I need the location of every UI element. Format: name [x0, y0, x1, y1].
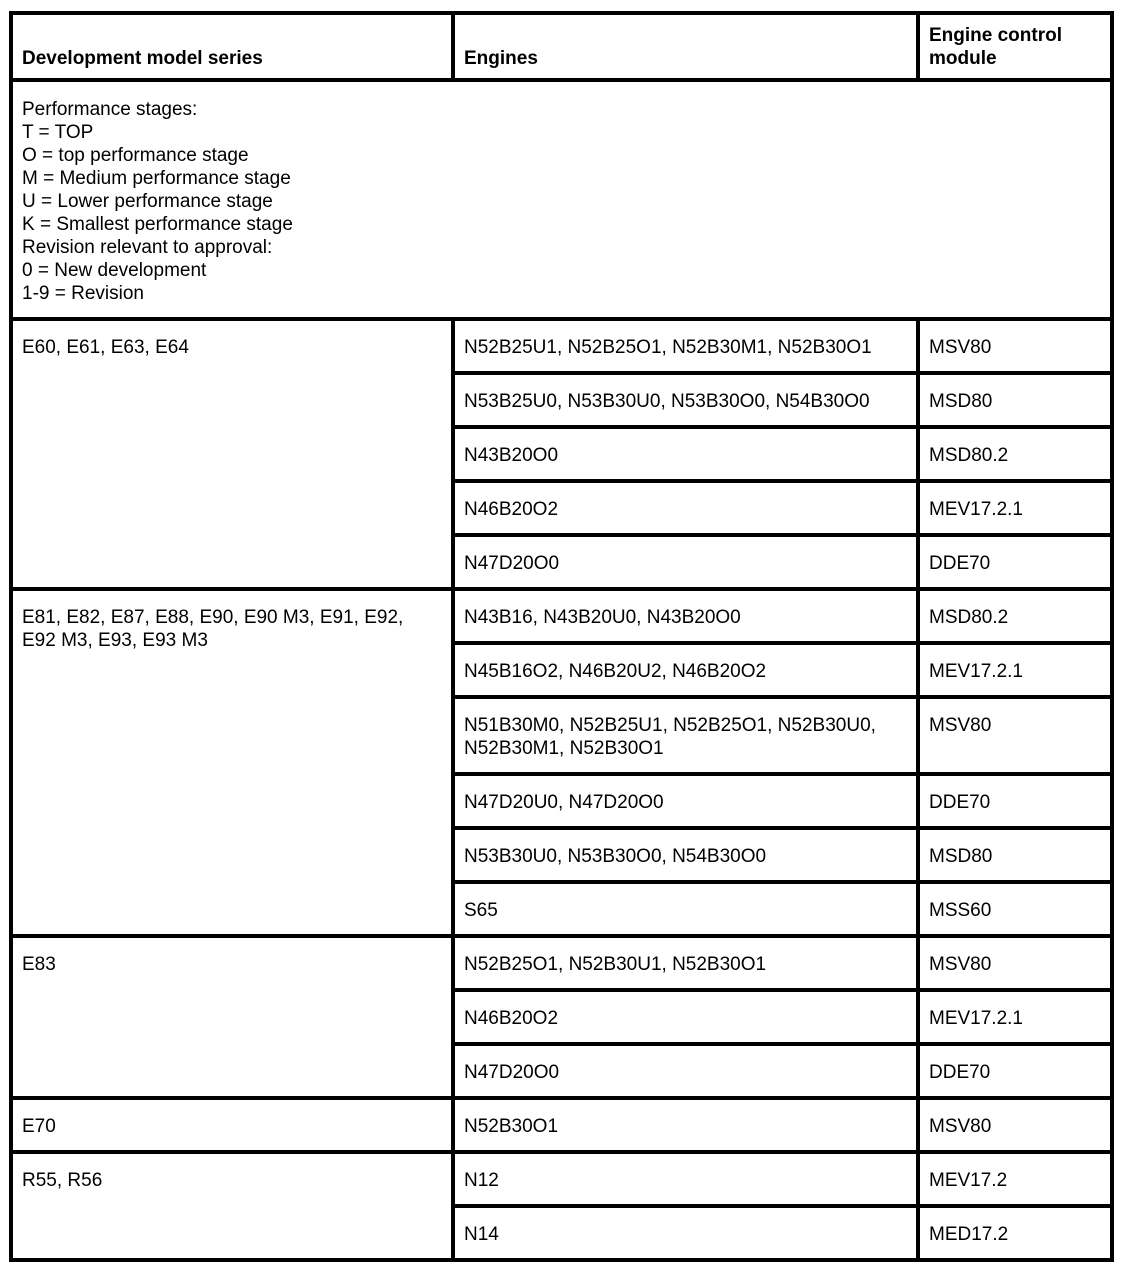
engines-cell: N47D20O0 [453, 535, 918, 589]
header-model-series: Development model series [11, 13, 453, 80]
engines-cell: N46B20O2 [453, 990, 918, 1044]
header-engines: Engines [453, 13, 918, 80]
ecm-cell: DDE70 [918, 774, 1112, 828]
engines-cell: S65 [453, 882, 918, 936]
model-series-cell: E70 [11, 1098, 453, 1152]
ecm-cell: MSV80 [918, 697, 1112, 774]
model-series-cell: E83 [11, 936, 453, 1098]
table-body [11, 13, 1112, 1260]
engines-cell: N47D20O0 [453, 1044, 918, 1098]
ecm-cell: DDE70 [918, 535, 1112, 589]
ecm-cell: MEV17.2 [918, 1152, 1112, 1206]
ecm-cell: MEV17.2.1 [918, 481, 1112, 535]
legend-line: M = Medium performance stage [22, 168, 291, 189]
engines-cell: N53B30U0, N53B30O0, N54B30O0 [453, 828, 918, 882]
legend-line: Revision relevant to approval: [22, 237, 273, 258]
legend-line: 0 = New development [22, 260, 207, 281]
header-row [11, 13, 1112, 80]
ecm-cell: MSD80 [918, 373, 1112, 427]
engines-cell: N52B30O1 [453, 1098, 918, 1152]
legend-row [11, 80, 1112, 319]
header-ecm: Engine control module [918, 13, 1112, 80]
engines-cell: N46B20O2 [453, 481, 918, 535]
table-row [11, 1152, 1112, 1206]
engines-cell: N51B30M0, N52B25U1, N52B25O1, N52B30U0, N52B30M1, N52B30O1 [453, 697, 918, 774]
table-row [11, 936, 1112, 990]
legend-line: U = Lower performance stage [22, 191, 273, 212]
ecm-cell: DDE70 [918, 1044, 1112, 1098]
ecm-cell: MSV80 [918, 936, 1112, 990]
engine-control-module-table [9, 11, 1114, 1262]
legend-line: 1-9 = Revision [22, 283, 144, 304]
table-row [11, 1098, 1112, 1152]
ecm-cell: MSD80 [918, 828, 1112, 882]
legend-line: T = TOP [22, 122, 94, 143]
engines-cell: N14 [453, 1206, 918, 1260]
ecm-cell: MEV17.2.1 [918, 990, 1112, 1044]
engines-cell: N52B25U1, N52B25O1, N52B30M1, N52B30O1 [453, 319, 918, 373]
legend-line: K = Smallest performance stage [22, 214, 293, 235]
model-series-cell: R55, R56 [11, 1152, 453, 1260]
engines-cell: N53B25U0, N53B30U0, N53B30O0, N54B30O0 [453, 373, 918, 427]
legend-line: Performance stages: [22, 99, 198, 120]
engines-cell: N47D20U0, N47D20O0 [453, 774, 918, 828]
table-row [11, 589, 1112, 643]
model-series-cell: E81, E82, E87, E88, E90, E90 M3, E91, E92, E92 M3, E93, E93 M3 [11, 589, 453, 936]
ecm-cell: MED17.2 [918, 1206, 1112, 1260]
ecm-cell: MSV80 [918, 1098, 1112, 1152]
ecm-cell: MEV17.2.1 [918, 643, 1112, 697]
table-row [11, 319, 1112, 373]
engines-cell: N43B20O0 [453, 427, 918, 481]
legend-line: O = top performance stage [22, 145, 249, 166]
model-series-cell: E60, E61, E63, E64 [11, 319, 453, 589]
ecm-cell: MSD80.2 [918, 589, 1112, 643]
engines-cell: N45B16O2, N46B20U2, N46B20O2 [453, 643, 918, 697]
engines-cell: N12 [453, 1152, 918, 1206]
engines-cell: N52B25O1, N52B30U1, N52B30O1 [453, 936, 918, 990]
ecm-cell: MSD80.2 [918, 427, 1112, 481]
engines-cell: N43B16, N43B20U0, N43B20O0 [453, 589, 918, 643]
ecm-cell: MSV80 [918, 319, 1112, 373]
legend-cell [11, 80, 1112, 319]
ecm-cell: MSS60 [918, 882, 1112, 936]
